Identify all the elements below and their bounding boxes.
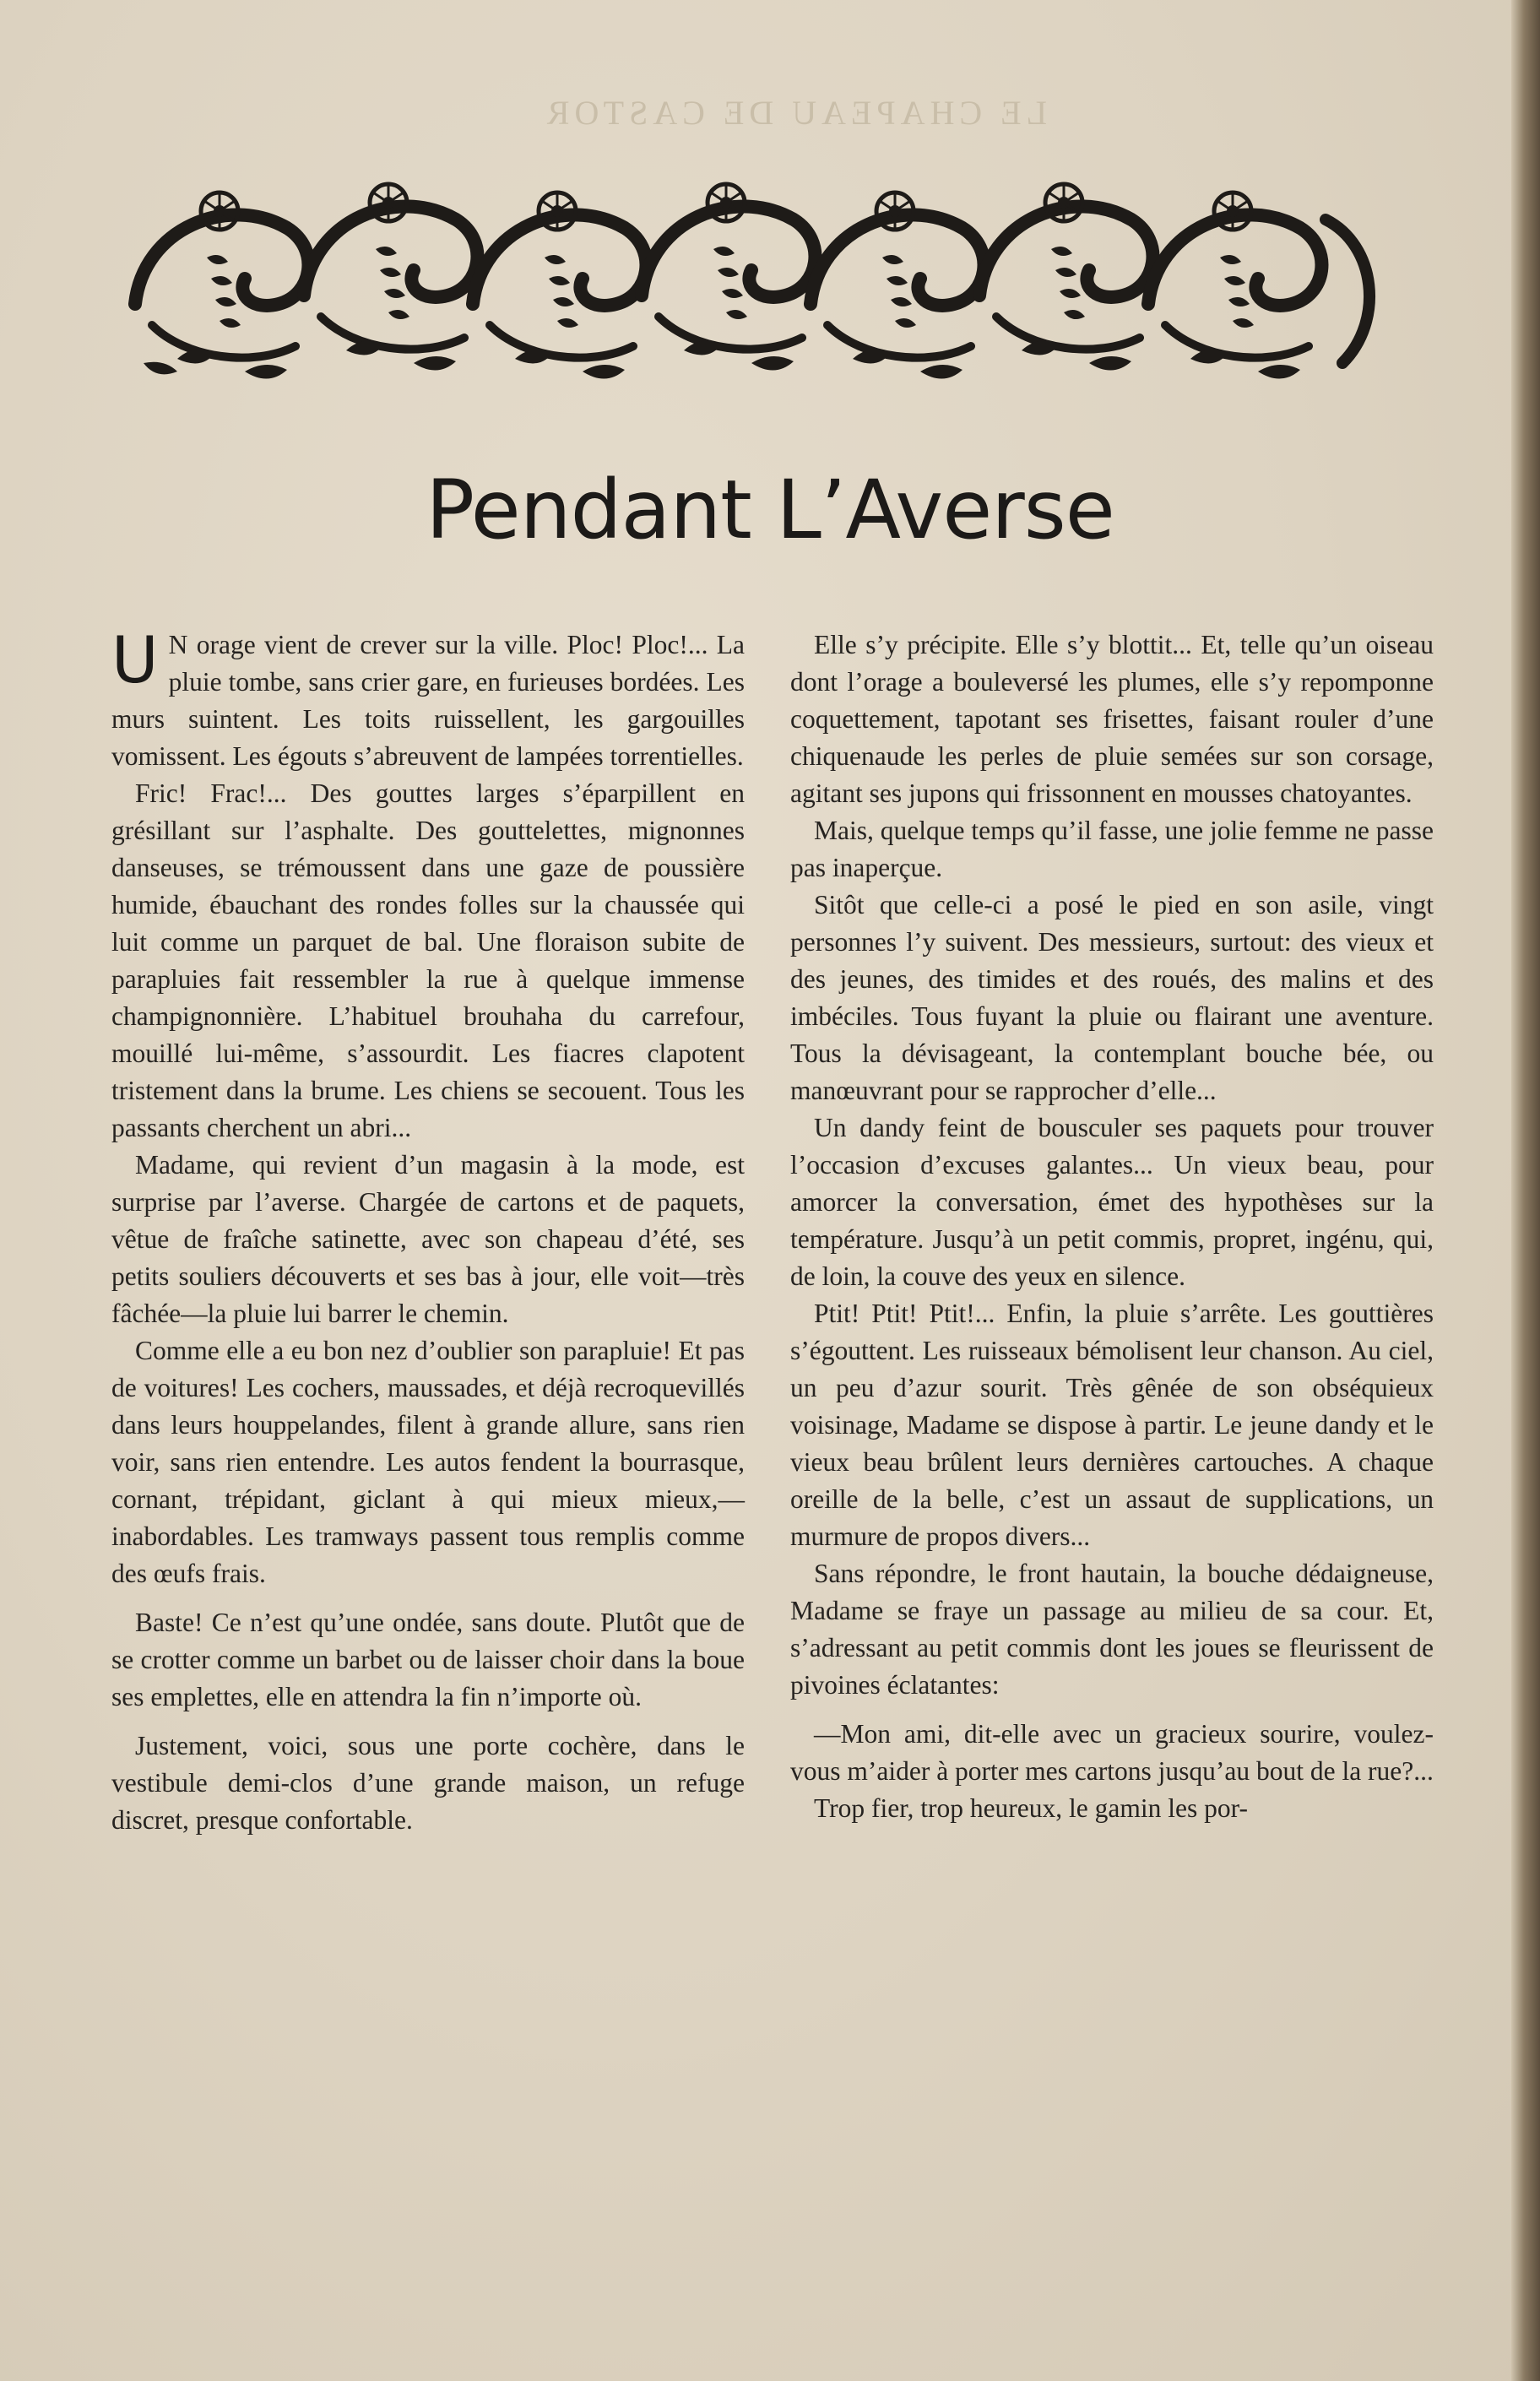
drop-cap: U: [111, 622, 159, 697]
paragraph: Ptit! Ptit! Ptit!... Enfin, la pluie s’arrête. Les gouttières s’égouttent. Les ruisseaux bémolisent leur chanson. Au ciel, un peu d’azur sourit. Très gênée de son obséquieux voisinage, Madame se dispose à partir. Le jeune dandy et le vieux beau brûlent leurs dernières cartouches. A chaque oreille de la belle, c’est un assaut de supplications, un murmure de propos divers...: [790, 1299, 1434, 1551]
paragraph: Sitôt que celle-ci a posé le pied en son asile, vingt personnes l’y suivent. Des messieurs, surtout: des vieux et des jeunes, des timides et des roués, des malins et des imbéciles. Tous fuyant la pluie ou flairant une aventure. Tous la dévisageant, la contemplant bouche bée, ou manœuvrant pour se rapprocher d’elle...: [790, 890, 1434, 1105]
paragraph: Elle s’y précipite. Elle s’y blottit... Et, telle qu’un oiseau dont l’orage a bouleversé les plumes, elle s’y repomponne coquettement, tapotant ses frisettes, faisant rouler d’une chiquenaude les perles de pluie semées sur son corsage, agitant ses jupons qui frissonnent en mousses chatoyantes.: [790, 630, 1434, 808]
paragraph: Baste! Ce n’est qu’une ondée, sans doute. Plutôt que de se crotter comme un barbet ou de laisser choir dans la boue ses emplettes, elle en attendra la fin n’importe où.: [111, 1608, 745, 1711]
right-text-column: [790, 626, 1434, 1827]
left-text-column: [111, 622, 745, 1839]
paragraph: U N orage vient de crever sur la ville. Ploc! Ploc!... La pluie tombe, sans crier gare, en furieuses bordées. Les murs suintent. Les toits ruissellent, les gargouilles vomissent. Les égouts s’abreuvent de lampées torrentielles.: [111, 622, 745, 771]
article-title: Pendant L’Averse: [426, 463, 1114, 557]
paragraph: Sans répondre, le front hautain, la bouche dédaigneuse, Madame se fraye un passage au milieu de sa cour. Et, s’adressant au petit commis dont les joues se fleurissent de pivoines éclatantes:: [790, 1559, 1434, 1700]
paragraph: —Mon ami, dit-elle avec un gracieux sourire, voulez-vous m’aider à porter mes cartons jusqu’au bout de la rue?...: [790, 1719, 1434, 1786]
paragraph: Trop fier, trop heureux, le gamin les por-: [814, 1793, 1248, 1823]
show-through-header: LE CHAPEAU DE CASTOR: [541, 94, 1047, 132]
floral-ornament-banner: [127, 169, 1393, 405]
paragraph: Comme elle a eu bon nez d’oublier son parapluie! Et pas de voitures! Les cochers, maussades, et déjà recroquevillés dans leurs houppelandes, filent à grande allure, sans rien voir, sans rien entendre. Les autos fendent la bourrasque, cornant, trépidant, giclant à qui mieux mieux,—inabordables. Les tramways passent tous remplis comme des œufs frais.: [111, 1336, 745, 1588]
paragraph: Mais, quelque temps qu’il fasse, une jolie femme ne passe pas inaperçue.: [790, 816, 1434, 882]
paragraph: Fric! Frac!... Des gouttes larges s’éparpillent en grésillant sur l’asphalte. Des gouttelettes, mignonnes danseuses, se trémoussent dans une gaze de poussière humide, ébauchant des rondes folles sur la chaussée qui luit comme un parquet de bal. Une floraison subite de parapluies fait ressembler la rue à quelque immense champignonnière. L’habituel brouhaha du carrefour, mouillé lui-même, s’assourdit. Les fiacres clapotent tristement dans la brume. Les chiens se secouent. Tous les passants cherchent un abri...: [111, 778, 745, 1142]
paragraph: Justement, voici, sous une porte cochère, dans le vestibule demi-clos d’une grande maison, un refuge discret, presque confortable.: [111, 1731, 745, 1835]
page-edge-shadow: [1511, 0, 1540, 2381]
paragraph: Un dandy feint de bousculer ses paquets pour trouver l’occasion d’excuses galantes... Un vieux beau, pour amorcer la conversation, émet des hypothèses sur la température. Jusqu’à un petit commis, propret, ingénu, qui, de loin, la couve des yeux en silence.: [790, 1113, 1434, 1291]
paragraph: Madame, qui revient d’un magasin à la mode, est surprise par l’averse. Chargée de cartons et de paquets, vêtue de fraîche satinette, avec son chapeau d’été, ses petits souliers découverts et ses bas à jour, elle voit—très fâchée—la pluie lui barrer le chemin.: [111, 1150, 745, 1328]
